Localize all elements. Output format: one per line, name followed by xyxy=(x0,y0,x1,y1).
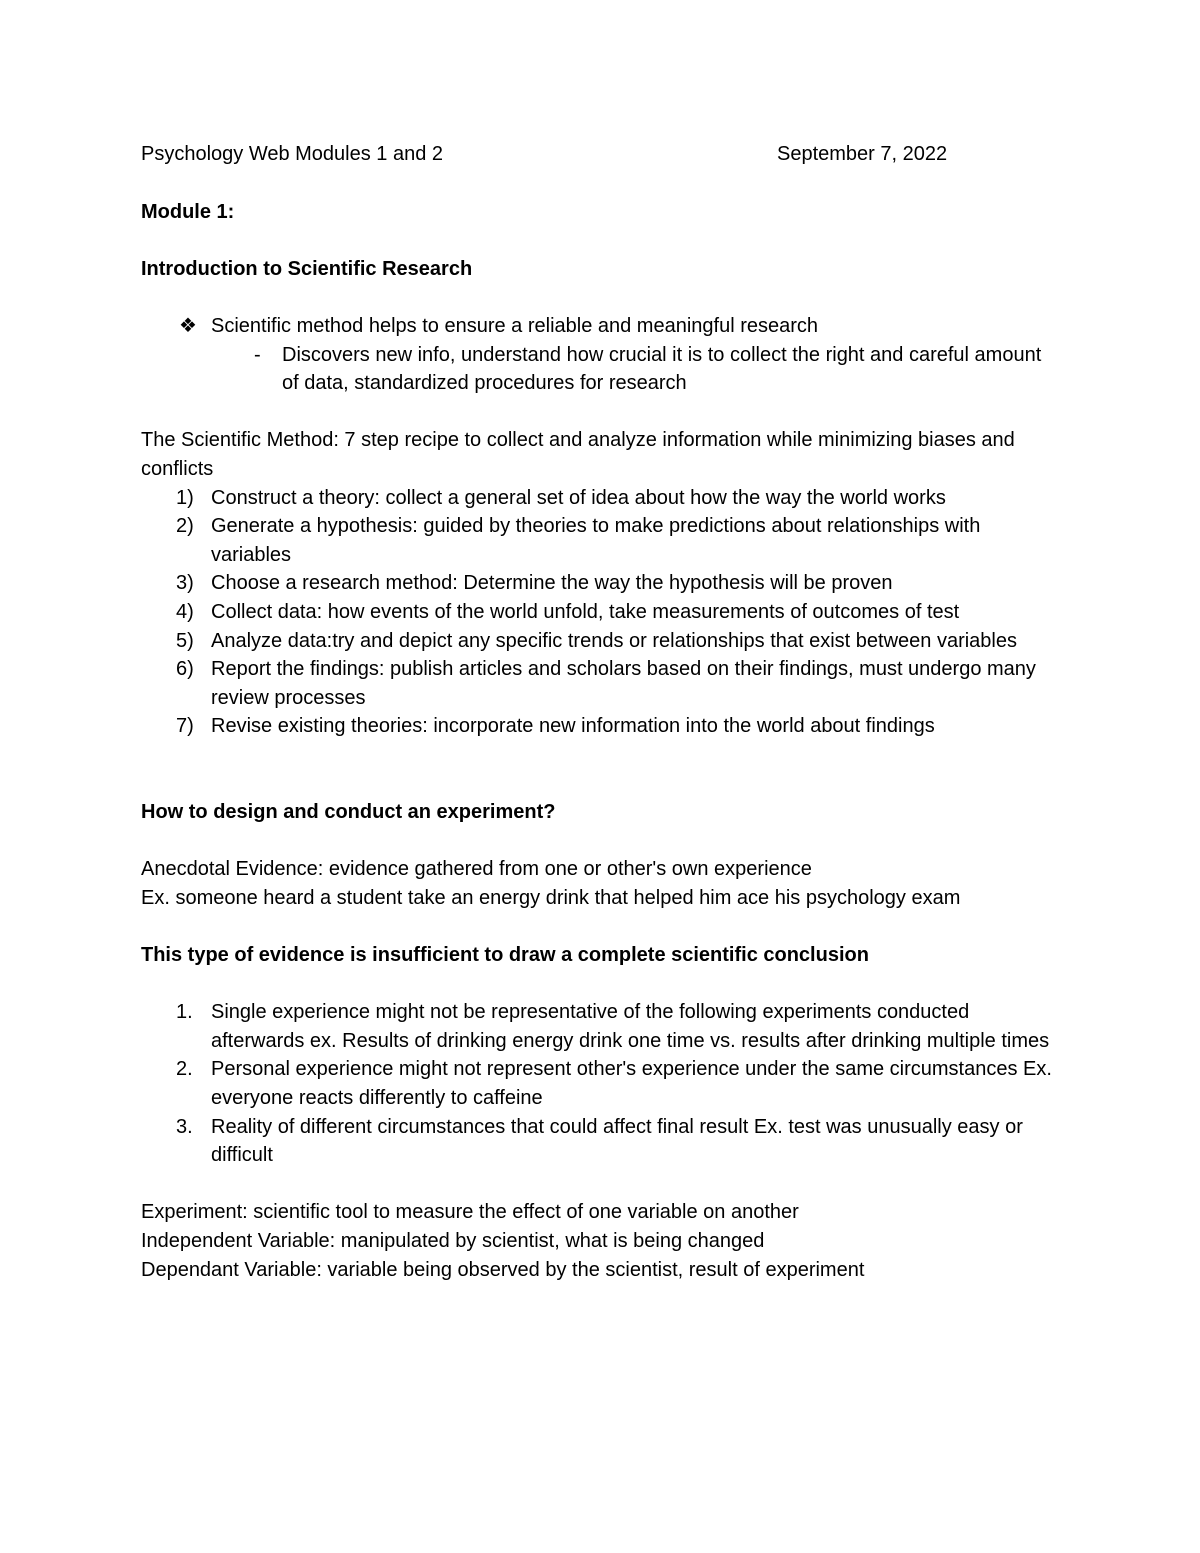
list-item-text: Construct a theory: collect a general set of idea about how the way the world works xyxy=(211,486,946,509)
list-item xyxy=(141,569,1061,598)
list-number: 2) xyxy=(176,515,194,538)
list-item-text: Generate a hypothesis: guided by theories to make predictions about relationships with variables xyxy=(211,515,981,566)
document-header xyxy=(141,140,1061,169)
list-item xyxy=(141,1113,1061,1170)
scientific-method-intro: The Scientific Method: 7 step recipe to collect and analyze information while minimizing biases and conflicts xyxy=(141,429,1015,480)
list-number: 7) xyxy=(176,715,194,738)
reasons-list xyxy=(141,998,1061,1170)
list-number: 6) xyxy=(176,658,194,681)
module-heading: Module 1: xyxy=(141,200,235,223)
list-item xyxy=(141,627,1061,656)
sub-bullet-text: Discovers new info, understand how crucial it is to collect the right and careful amount of data, standardized procedures for research xyxy=(282,343,1042,395)
list-number: 5) xyxy=(176,629,194,652)
scientific-method-steps xyxy=(141,484,1061,741)
list-item xyxy=(141,998,1061,1055)
section-heading-intro: Introduction to Scientific Research xyxy=(141,257,473,280)
bullet-item xyxy=(141,312,1061,341)
bullet-text: Scientific method helps to ensure a reliable and meaningful research xyxy=(211,314,819,337)
list-item-text: Choose a research method: Determine the way the hypothesis will be proven xyxy=(211,572,893,595)
list-number: 4) xyxy=(176,600,194,623)
list-number: 3) xyxy=(176,572,194,595)
list-item-text: Report the findings: publish articles and scholars based on their findings, must undergo many review processes xyxy=(211,658,1036,709)
document-title: Psychology Web Modules 1 and 2 xyxy=(141,143,444,165)
section-heading-experiment: How to design and conduct an experiment? xyxy=(141,801,556,824)
list-item xyxy=(141,598,1061,627)
list-item xyxy=(141,512,1061,569)
dash-bullet-icon: - xyxy=(254,343,261,366)
document-date: September 7, 2022 xyxy=(777,143,948,165)
list-number: 1. xyxy=(176,1001,193,1024)
list-item-text: Single experience might not be representative of the following experiments conducted afterwards ex. Results of drinking energy drink one time vs. results after drinking multiple times xyxy=(211,1001,1050,1052)
anecdotal-example: Ex. someone heard a student take an energy drink that helped him ace his psychology exam xyxy=(141,886,961,909)
document-page xyxy=(141,140,1061,1284)
list-item xyxy=(141,1055,1061,1112)
list-number: 3. xyxy=(176,1115,193,1138)
list-item xyxy=(141,655,1061,712)
list-item xyxy=(141,484,1061,513)
sub-bullet-item xyxy=(141,341,1061,398)
list-item-text: Reality of different circumstances that could affect final result Ex. test was unusually easy or difficult xyxy=(211,1115,1023,1167)
list-item xyxy=(141,712,1061,741)
list-number: 1) xyxy=(176,486,194,509)
insufficient-heading: This type of evidence is insufficient to draw a complete scientific conclusion xyxy=(141,944,869,967)
list-item-text: Personal experience might not represent other's experience under the same circumstances Ex. everyone reacts differently to caffeine xyxy=(211,1058,1052,1109)
independent-variable-definition: Independent Variable: manipulated by scientist, what is being changed xyxy=(141,1229,765,1252)
anecdotal-definition: Anecdotal Evidence: evidence gathered from one or other's own experience xyxy=(141,858,812,881)
list-item-text: Collect data: how events of the world unfold, take measurements of outcomes of test xyxy=(211,600,960,623)
list-item-text: Revise existing theories: incorporate new information into the world about findings xyxy=(211,715,935,738)
diamond-bullet-icon: ❖ xyxy=(179,314,197,337)
list-item-text: Analyze data:try and depict any specific trends or relationships that exist between variables xyxy=(211,629,1017,652)
experiment-definition: Experiment: scientific tool to measure the effect of one variable on another xyxy=(141,1201,799,1224)
dependent-variable-definition: Dependant Variable: variable being observed by the scientist, result of experiment xyxy=(141,1258,865,1281)
list-number: 2. xyxy=(176,1058,193,1081)
